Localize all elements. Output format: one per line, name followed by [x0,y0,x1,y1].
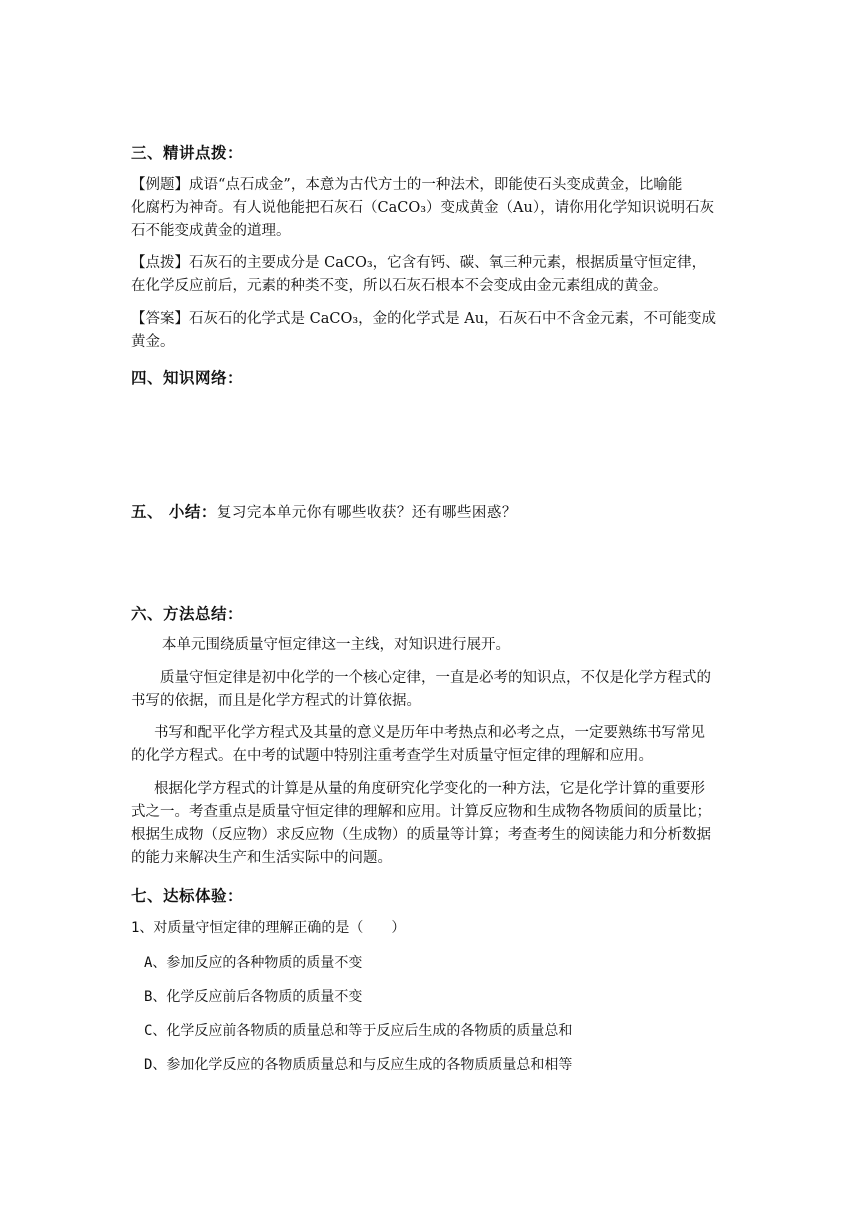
option-b: B、化学反应前后各物质的质量不变 [144,989,363,1005]
section-6-heading: 六、方法总结： [131,605,244,623]
method-paragraph-3 [131,722,731,768]
option-c: C、化学反应前各物质的质量总和等于反应后生成的各物质的质量总和 [144,1023,573,1039]
method-line: 式之一。考查重点是质量守恒定律的理解和应用。计算反应物和生成物各物质间的质量比； [131,804,711,820]
section-7-heading: 七、达标体验： [131,887,244,905]
section-5-text: 复习完本单元你有哪些收获？还有哪些困惑？ [216,505,517,521]
method-paragraph-4 [131,778,731,870]
method-line: 根据生成物（反应物）求反应物（生成物）的质量等计算；考查考生的阅读能力和分析数据 [131,827,711,843]
option-a: A、参加反应的各种物质的质量不变 [144,955,363,971]
method-line: 根据化学方程式的计算是从量的角度研究化学变化的一种方法，它是化学计算的重要形 [154,781,705,797]
hint-paragraph [131,252,731,298]
method-line: 本单元围绕质量守恒定律这一主线，对知识进行展开。 [162,637,510,653]
method-line: 的能力来解决生产和生活实际中的问题。 [131,850,392,866]
question-1: 1、对质量守恒定律的理解正确的是（ ） [131,920,406,936]
method-paragraph-2 [131,667,731,713]
method-line: 的化学方程式。在中考的试题中特别注重考查学生对质量守恒定律的理解和应用。 [131,748,653,764]
section-3-heading: 三、精讲点拨： [131,144,244,162]
answer-paragraph [131,308,731,354]
section-5-heading [131,500,517,522]
example-paragraph [131,174,731,243]
section-4-heading: 四、知识网络： [131,369,244,387]
hint-line: 【点拨】石灰石的主要成分是 CaCO₃，它含有钙、碳、氧三种元素，根据质量守恒定律， [131,255,707,271]
example-line: 石不能变成黄金的道理。 [131,223,291,239]
method-line: 书写和配平化学方程式及其量的意义是历年中考热点和必考之点，一定要熟练书写常见 [154,725,705,741]
answer-line: 【答案】石灰石的化学式是 CaCO₃，金的化学式是 Au，石灰石中不含金元素，不可能变成 [131,311,717,327]
hint-line: 在化学反应前后，元素的种类不变，所以石灰石根本不会变成由金元素组成的黄金。 [131,278,668,294]
option-d: D、参加化学反应的各物质质量总和与反应生成的各物质质量总和相等 [144,1057,573,1073]
method-paragraph-1 [131,634,731,657]
example-line: 化腐朽为神奇。有人说他能把石灰石（CaCO₃）变成黄金（Au），请你用化学知识说明石灰 [131,200,715,216]
answer-line: 黄金。 [131,334,175,350]
method-line: 质量守恒定律是初中化学的一个核心定律，一直是必考的知识点，不仅是化学方程式的 [160,670,711,686]
example-line: 【例题】成语“点石成金”，本意为古代方士的一种法术，即能使石头变成黄金，比喻能 [131,177,683,193]
section-5-title: 五、 小结： [131,503,217,521]
method-line: 书写的依据，而且是化学方程式的计算依据。 [131,693,421,709]
